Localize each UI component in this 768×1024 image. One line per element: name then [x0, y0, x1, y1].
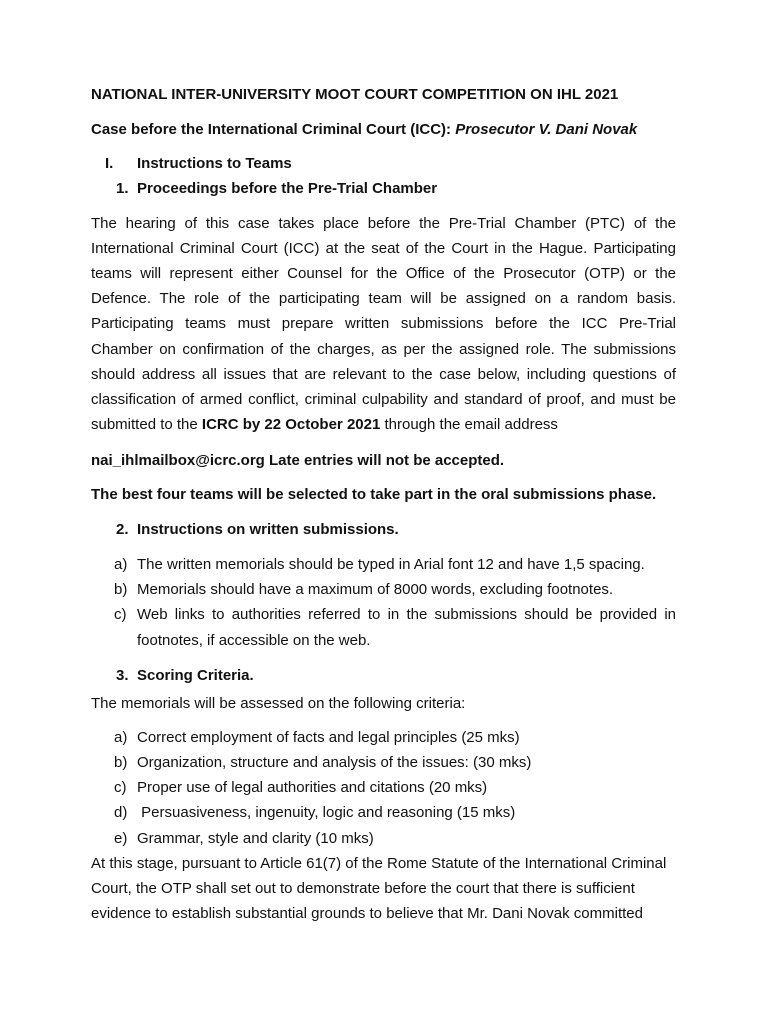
paragraph-line: [91, 416, 558, 433]
paragraph-line: Participating teams must prepare written submissions before the ICC Pre-Trial: [91, 315, 676, 332]
paragraph-text: submitted to the: [91, 416, 202, 433]
criteria-item: Organization, structure and analysis of the issues: (30 mks): [137, 754, 532, 771]
criteria-item: Persuasiveness, ingenuity, logic and reasoning (15 mks): [137, 804, 516, 821]
list-marker: c): [114, 779, 127, 796]
deadline-text: ICRC by 22 October 2021: [201, 416, 381, 433]
criteria-intro: The memorials will be assessed on the following criteria:: [91, 695, 466, 712]
case-prefix: Case before the International Criminal Court (ICC):: [91, 121, 456, 138]
criteria-item: Proper use of legal authorities and citations (20 mks): [137, 779, 488, 796]
list-item: Web links to authorities referred to in the submissions should be provided in: [137, 606, 676, 623]
criteria-item: Correct employment of facts and legal principles (25 mks): [137, 729, 520, 746]
list-item: The written memorials should be typed in Arial font 12 and have 1,5 spacing.: [137, 556, 645, 573]
list-item: Memorials should have a maximum of 8000 words, excluding footnotes.: [137, 581, 614, 598]
paragraph-line: Court, the OTP shall set out to demonstrate before the court that there is sufficient: [91, 880, 635, 897]
paragraph-line: should address all issues that are relevant to the case below, including questions of: [91, 366, 676, 383]
list-marker: e): [114, 830, 128, 847]
paragraph-line: teams will represent either Counsel for the Office of the Prosecutor (OTP) or the: [91, 265, 676, 282]
section-marker: I.: [105, 155, 114, 172]
email-line: nai_ihlmailbox@icrc.org Late entries will not be accepted.: [91, 452, 505, 469]
document-title: NATIONAL INTER-UNIVERSITY MOOT COURT COMPETITION ON IHL 2021: [91, 86, 619, 103]
list-marker: a): [114, 729, 128, 746]
case-parties: Prosecutor V. Dani Novak: [455, 121, 638, 138]
best-teams-line: The best four teams will be selected to take part in the oral submissions phase.: [91, 486, 657, 503]
list-item-continuation: footnotes, if accessible on the web.: [137, 632, 371, 649]
paragraph-line: Defence. The role of the participating team will be assigned on a random basis.: [91, 290, 676, 307]
list-marker: c): [114, 606, 127, 623]
paragraph-line: At this stage, pursuant to Article 61(7) of the Rome Statute of the International Criminal: [91, 855, 667, 872]
paragraph-line: classification of armed conflict, criminal culpability and standard of proof, and must be: [91, 391, 676, 408]
heading-written-submissions: Instructions on written submissions.: [137, 521, 399, 538]
paragraph-text: through the email address: [380, 416, 558, 433]
list-marker: b): [114, 581, 128, 598]
heading-proceedings: Proceedings before the Pre-Trial Chamber: [137, 180, 438, 197]
heading-marker: 2.: [116, 521, 129, 538]
section-heading: Instructions to Teams: [137, 155, 292, 172]
heading-marker: 1.: [116, 180, 129, 197]
list-marker: b): [114, 754, 128, 771]
paragraph-line: International Criminal Court (ICC) at the seat of the Court in the Hague. Participating: [91, 240, 676, 257]
paragraph-line: evidence to establish substantial grounds to believe that Mr. Dani Novak committed: [91, 905, 643, 922]
list-marker: a): [114, 556, 128, 573]
heading-scoring-criteria: Scoring Criteria.: [137, 667, 254, 684]
criteria-item: Grammar, style and clarity (10 mks): [137, 830, 374, 847]
case-heading: [91, 121, 637, 138]
paragraph-line: The hearing of this case takes place before the Pre-Trial Chamber (PTC) of the: [91, 215, 676, 232]
heading-marker: 3.: [116, 667, 129, 684]
list-marker: d): [114, 804, 128, 821]
paragraph-line: Chamber on confirmation of the charges, as per the assigned role. The submissions: [91, 341, 676, 358]
